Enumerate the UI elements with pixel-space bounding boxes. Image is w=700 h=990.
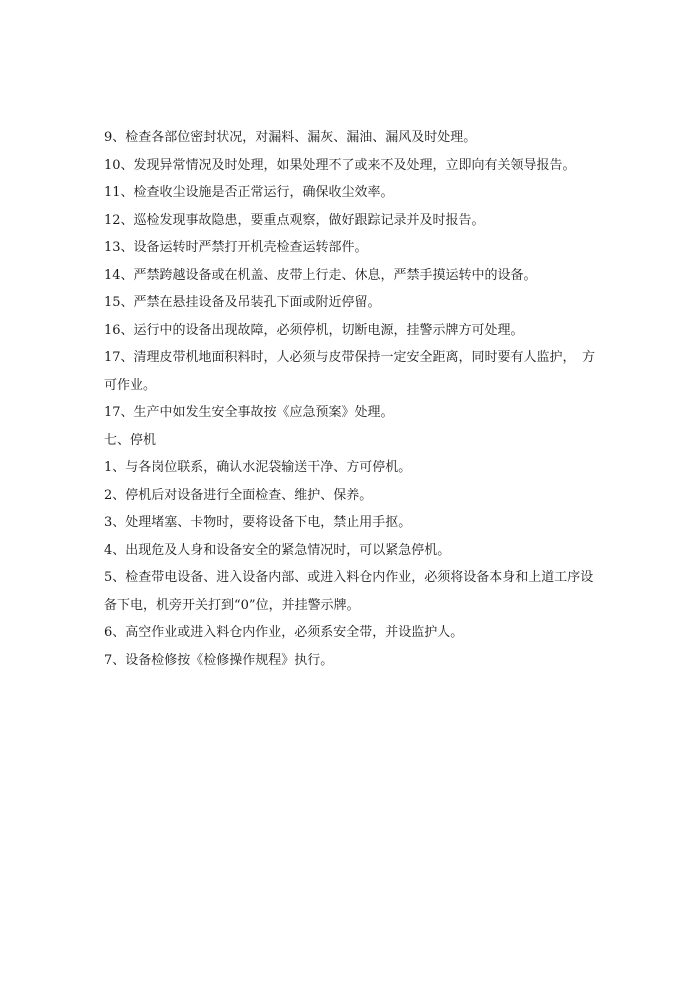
text-line-shutdown-7: 7、设备检修按《检修操作规程》执行。 (104, 652, 334, 668)
text-line-shutdown-4: 4、出现危及人身和设备安全的紧急情况时，可以紧急停机。 (104, 542, 451, 558)
text-line-shutdown-6: 6、高空作业或进入料仓内作业，必须系安全带，并设监护人。 (104, 625, 464, 640)
text-line-shutdown-3: 3、处理堵塞、卡物时，要将设备下电，禁止用手抠。 (104, 515, 412, 530)
text-line-item-17b: 17、生产中如发生安全事故按《应急预案》处理。 (104, 405, 394, 420)
text-line-item-12: 12、巡检发现事故隐患，要重点观察，做好跟踪记录并及时报告。 (104, 212, 485, 228)
text-line-shutdown-1: 1、与各岗位联系，确认水泥袋输送干净、方可停机。 (104, 460, 412, 475)
text-line-shutdown-2: 2、停机后对设备进行全面检查、维护、保养。 (104, 487, 373, 503)
text-line-item-10: 10、发现异常情况及时处理，如果处理不了或来不及处理，立即向有关领导报告。 (104, 157, 576, 173)
text-line-item-14: 14、严禁跨越设备或在机盖、皮带上行走、休息，严禁手摸运转中的设备。 (104, 267, 537, 283)
text-line-shutdown-5: 5、检查带电设备、进入设备内部、或进入料仓内作业，必须将设备本身和上道工序设备下电，机旁开关打到“0”位，并挂警示牌。 (104, 570, 594, 613)
text-line-item-17a: 17、清理皮带机地面积料时，人必须与皮带保持一定安全距离，同时要有人监护， 方可作业。 (104, 350, 596, 393)
text-line-item-9: 9、检查各部位密封状况，对漏料、漏灰、漏油、漏风及时处理。 (104, 130, 477, 145)
text-line-item-16: 16、运行中的设备出现故障，必须停机，切断电源，挂警示牌方可处理。 (104, 322, 524, 338)
text-line-item-13: 13、设备运转时严禁打开机壳检查运转部件。 (104, 240, 368, 255)
text-line-item-15: 15、严禁在悬挂设备及吊装孔下面或附近停留。 (104, 295, 381, 310)
document-body (104, 124, 604, 674)
section-heading-shutdown: 七、停机 (104, 432, 157, 448)
text-line-item-11: 11、检查收尘设施是否正常运行，确保收尘效率。 (104, 185, 394, 200)
